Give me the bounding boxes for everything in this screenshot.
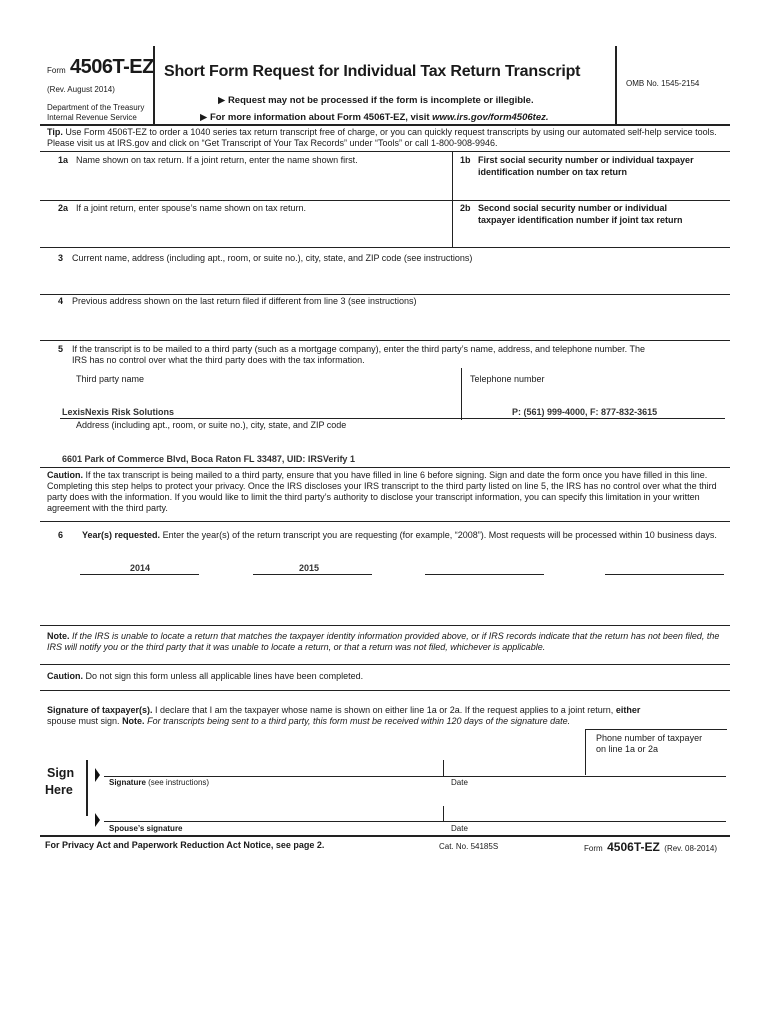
third-party-name-value[interactable]: LexisNexis Risk Solutions xyxy=(62,407,175,417)
line-2b-number: 2b xyxy=(460,203,471,213)
signature-input[interactable] xyxy=(108,758,438,774)
caution-do-not-sign: Caution. Do not sign this form unless all applicable lines have been completed. xyxy=(47,671,364,681)
spouse-name-input[interactable] xyxy=(60,220,440,244)
form-prefix: Form xyxy=(47,66,66,75)
line-1b-label: First social security number or individual taxpayer xyxy=(478,155,694,165)
phone-number-input[interactable] xyxy=(592,758,722,774)
line-5-number: 5 xyxy=(58,344,64,354)
date-label: Date xyxy=(451,778,468,787)
line-1b-label-cont: identification number on tax return xyxy=(478,167,628,177)
spouse-date-label: Date xyxy=(451,824,468,833)
irs-url-link[interactable]: www.irs.gov/form4506tez. xyxy=(432,112,549,123)
third-party-address-label: Address (including apt., room, or suite no.), city, state, and ZIP code xyxy=(76,420,347,430)
form-revision: (Rev. August 2014) xyxy=(47,85,115,94)
line-1a-number: 1a xyxy=(58,155,69,165)
line-1b-number: 1b xyxy=(460,155,471,165)
omb-number: OMB No. 1545-2154 xyxy=(626,79,700,88)
footer-form-id: Form 4506T-EZ (Rev. 08-2014) xyxy=(584,840,718,854)
year-requested-2[interactable]: 2015 xyxy=(299,563,320,573)
spouse-signature-label: Spouse’s signature xyxy=(109,824,183,833)
previous-address-input[interactable] xyxy=(60,312,720,334)
catalog-number: Cat. No. 54185S xyxy=(439,842,499,851)
phone-label-cont: on line 1a or 2a xyxy=(596,744,659,754)
signature-label: Signature (see instructions) xyxy=(109,778,210,787)
department-line: Department of the Treasury xyxy=(47,103,145,112)
line-2a-number: 2a xyxy=(58,203,69,213)
telephone-value[interactable]: P: (561) 999-4000, F: 877-832-3615 xyxy=(512,407,658,417)
line-2a-label: If a joint return, enter spouse’s name shown on tax return. xyxy=(76,203,306,213)
info-notice: ▶ For more information about Form 4506T-EZ, visit www.irs.gov/form4506tez. xyxy=(200,112,549,123)
line-2b-label: Second social security number or individual xyxy=(478,203,668,213)
privacy-act-notice: For Privacy Act and Paperwork Reduction Act Notice, see page 2. xyxy=(45,840,325,850)
line-6-label: Year(s) requested. Enter the year(s) of the return transcript you are requesting (for example, “2008”). Most requests will be processed within 10 business days. xyxy=(82,530,717,540)
tip-text: Tip. Use Form 4506T-EZ to order a 1040 series tax return transcript free of charge, or you can quickly request transcripts by using our automated self-help service tools. Please visit us at IRS.gov and click on “Get Transcript of Your Tax Records” under “Tools” or call 1-800-908-9946. xyxy=(47,127,717,148)
line-5-label: If the transcript is to be mailed to a third party (such as a mortgage company), enter the third party’s name, address, and telephone number. The xyxy=(72,344,645,354)
incomplete-notice: ▶ Request may not be processed if the form is incomplete or illegible. xyxy=(218,95,534,106)
signature-declaration: Signature of taxpayer(s). I declare that I am the taxpayer whose name is shown on either line 1a or 2a. If the request applies to a joint return, either spouse must sign. Note. For transcripts being sent to a third party, this form must be received within 120 days of the signature date. xyxy=(47,705,641,726)
here-label: Here xyxy=(45,783,73,797)
line-1a-label: Name shown on tax return. If a joint return, enter the name shown first. xyxy=(76,155,358,165)
taxpayer-name-input[interactable] xyxy=(60,172,440,196)
note-unable-to-locate: Note. If the IRS is unable to locate a return that matches the taxpayer identity information provided above, or if IRS records indicate that the return has not been filed, the IRS will notify you or the third party that it was unable to locate a return, or that a return was not filed, whichever is applicable. xyxy=(47,631,720,652)
third-party-name-label: Third party name xyxy=(76,374,145,384)
caution-third-party: Caution. If the tax transcript is being mailed to a third party, ensure that you have filled in line 6 before signing. Sign and date the form once you have filled in this line. Completing this step helps to protect your privacy. Once the IRS discloses your IRS transcript to the third party listed on line 5, the IRS has no control over what the third party does with the information. If you would like to limit the third party’s authority to disclose your transcript information, you can specify this limitation in your written agreement with the third party. xyxy=(47,470,717,513)
sign-label: Sign xyxy=(47,766,75,780)
telephone-label: Telephone number xyxy=(470,374,545,384)
spouse-signature-input[interactable] xyxy=(108,804,438,820)
current-address-input[interactable] xyxy=(60,270,720,292)
line-6-number: 6 xyxy=(58,530,64,540)
spouse-sign-arrow-icon xyxy=(95,813,100,827)
line-3-number: 3 xyxy=(58,253,64,263)
second-ssn-input[interactable] xyxy=(460,229,720,245)
line-2b-label-cont: taxpayer identification number if joint tax return xyxy=(478,215,683,225)
agency-line: Internal Revenue Service xyxy=(47,113,137,122)
spouse-date-input[interactable] xyxy=(450,804,580,820)
form-title: Short Form Request for Individual Tax Return Transcript xyxy=(164,63,581,80)
first-ssn-input[interactable] xyxy=(460,181,720,199)
third-party-address-value[interactable]: 6601 Park of Commerce Blvd, Boca Raton FL 33487, UID: IRSVerify 1 xyxy=(62,454,355,464)
signature-date-input[interactable] xyxy=(450,758,580,774)
phone-label: Phone number of taxpayer xyxy=(596,733,703,743)
line-3-label: Current name, address (including apt., room, or suite no.), city, state, and ZIP code (see instructions) xyxy=(72,253,473,263)
sign-arrow-icon xyxy=(95,768,100,782)
line-5-label-cont: IRS has no control over what the third party does with the tax information. xyxy=(72,355,365,365)
line-4-label: Previous address shown on the last return filed if different from line 3 (see instructions) xyxy=(72,296,417,306)
form-number: 4506T-EZ xyxy=(70,56,154,78)
year-requested-1[interactable]: 2014 xyxy=(130,563,151,573)
line-4-number: 4 xyxy=(58,296,64,306)
